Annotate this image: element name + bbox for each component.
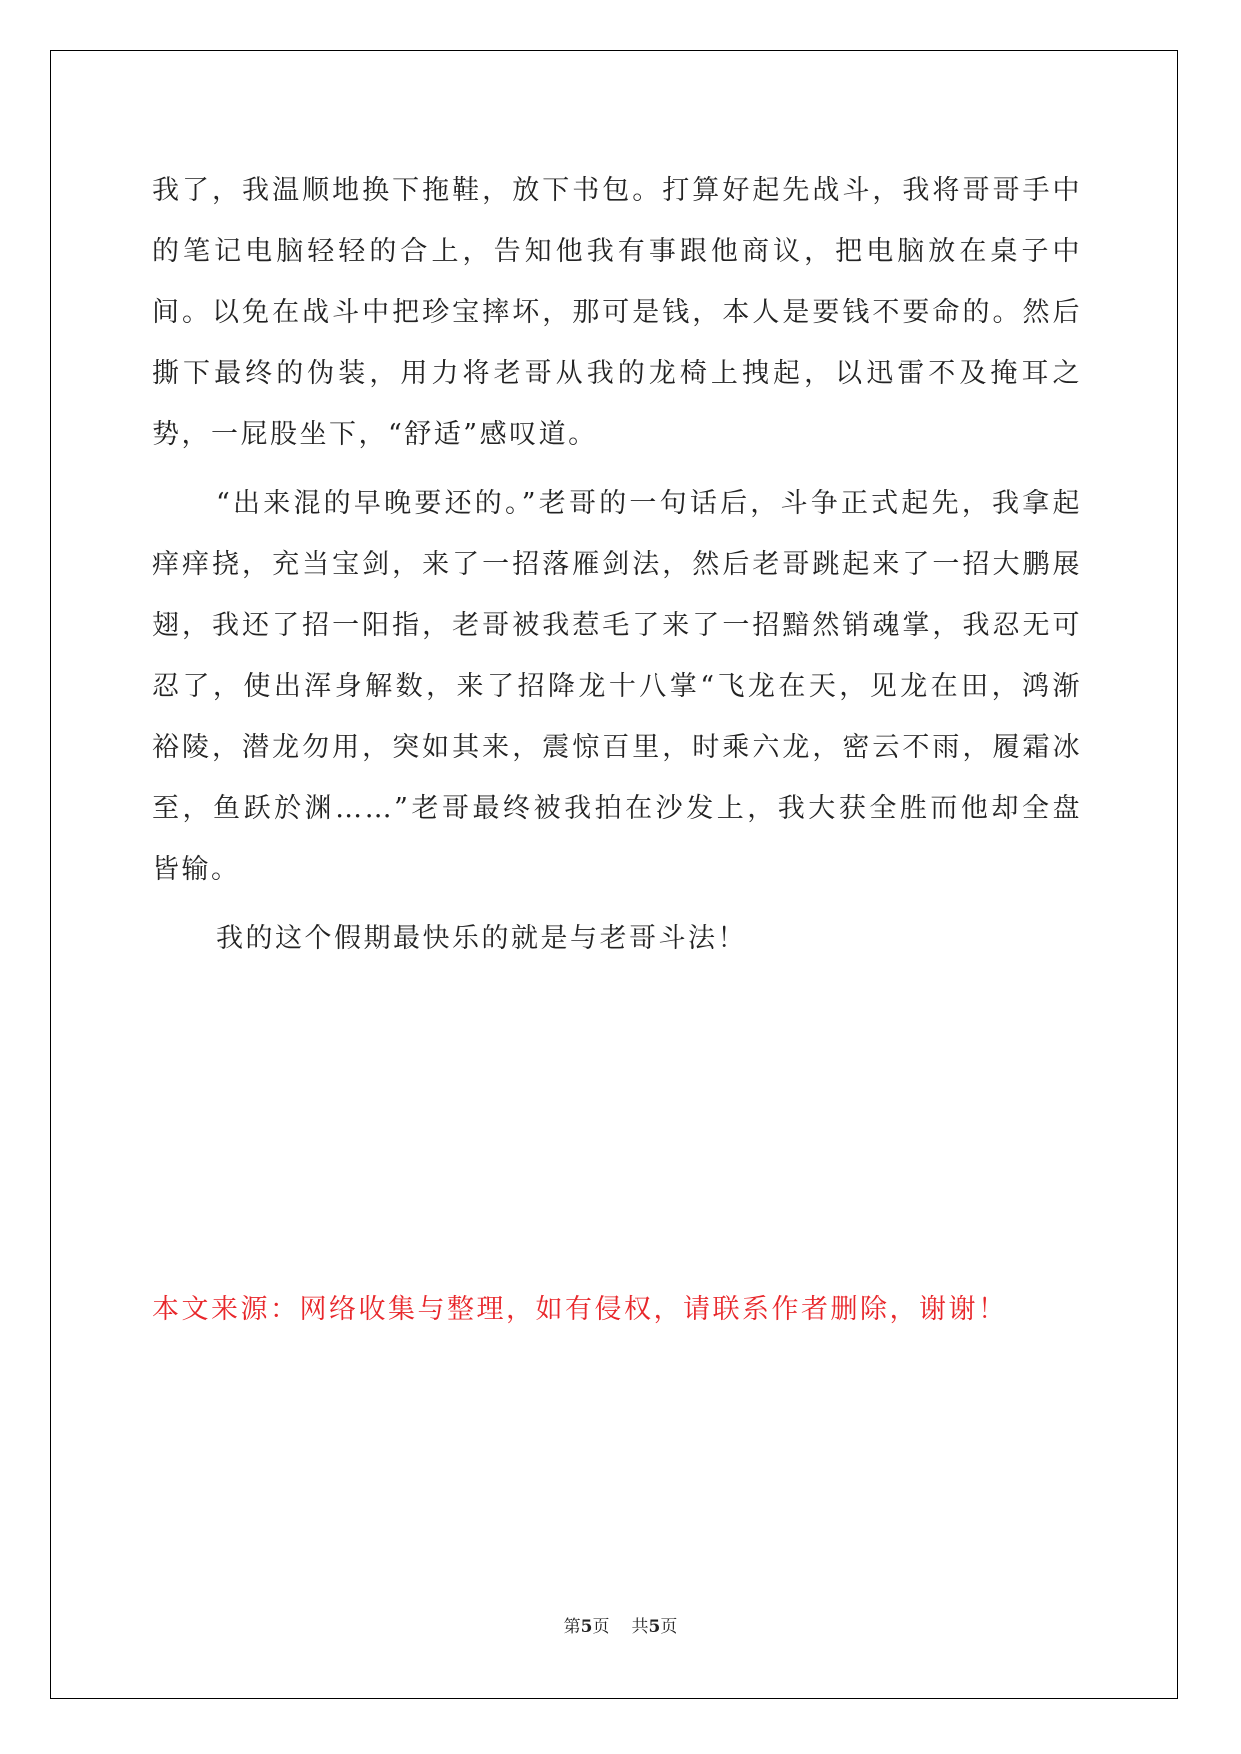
page-footer bbox=[0, 1612, 1241, 1637]
source-notice: 本文来源：网络收集与整理，如有侵权，请联系作者删除，谢谢！ bbox=[152, 1294, 1008, 1325]
document-body bbox=[152, 160, 1082, 969]
paragraph-3: 我的这个假期最快乐的就是与老哥斗法！ bbox=[216, 923, 747, 954]
page-current: 5 bbox=[580, 1617, 593, 1637]
page-suffix: 页 bbox=[592, 1617, 610, 1637]
page-total: 5 bbox=[648, 1617, 661, 1637]
total-suffix: 页 bbox=[660, 1617, 678, 1637]
paragraph-1: 我了，我温顺地换下拖鞋，放下书包。打算好起先战斗，我将哥哥手中的笔记电脑轻轻的合上，告知他我有事跟他商议，把电脑放在桌子中间。以免在战斗中把珍宝摔坏，那可是钱，本人是要钱不要命的。然后撕下最终的伪装，用力将老哥从我的龙椅上拽起，以迅雷不及掩耳之势，一屁股坐下，“舒适”感叹道。 bbox=[152, 175, 1082, 450]
total-prefix: 共 bbox=[631, 1617, 649, 1637]
page-prefix: 第 bbox=[563, 1617, 581, 1637]
paragraph-2: “出来混的早晚要还的。”老哥的一句话后，斗争正式起先，我拿起痒痒挠，充当宝剑，来了一招落雁剑法，然后老哥跳起来了一招大鹏展翅，我还了招一阳指，老哥被我惹毛了来了一招黯然销魂掌，我忍无可忍了，使出浑身解数，来了招降龙十八掌“飞龙在天，见龙在田，鸿渐裕陵，潜龙勿用，突如其来，震惊百里，时乘六龙，密云不雨，履霜冰至，鱼跃於渊……”老哥最终被我拍在沙发上，我大获全胜而他却全盘皆输。 bbox=[152, 488, 1082, 885]
